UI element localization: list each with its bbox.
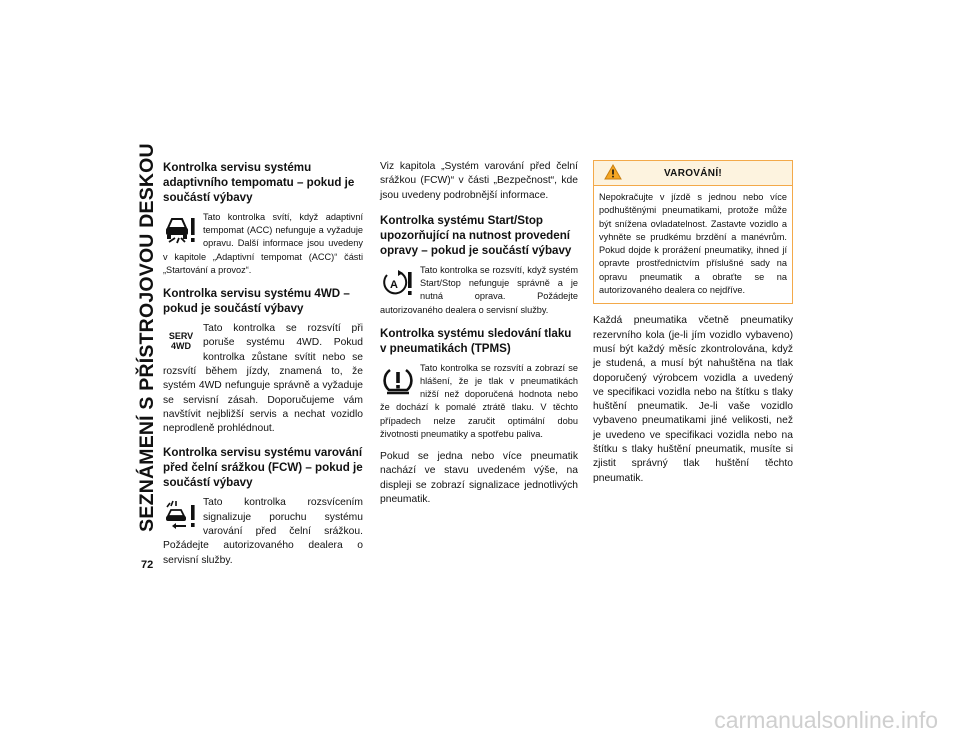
warning-text: Nepokračujte v jízdě s jednou nebo více podhuštěnými pneumatikami, protože může být snížena ovladatelnost. Zastavte vozidlo a vyhněte se prudkému brzdění a manévrům. Pokud dojde k prorážení pneumatiky, ihned jí opravte prostřednictvím příslušné sady na opravu pneumatik a obraťte se na autorizovaného dealera co nejdříve.: [599, 192, 787, 296]
start-stop-heading: Kontrolka systému Start/Stop upozorňující na nutnost provedení opravy – pokud je součástí výbavy: [380, 213, 572, 257]
start-stop-entry: [380, 264, 578, 317]
acc-service-icon: [163, 211, 199, 249]
tpms-followup-text: Pokud se jedna nebo více pneumatik nachází ve stavu uvedeném výše, na displeji se zobrazí signalizace jednotlivých pneumatik.: [380, 450, 578, 505]
acc-text: Tato kontrolka svítí, když adaptivní tempomat (ACC) nefunguje a vyžaduje opravu. Další informace jsou uvedeny v kapitole „Adaptivní tempomat (ACC)“ části „Startování a provoz“.: [163, 212, 363, 275]
column-2: [380, 160, 578, 507]
fcw-reference-text: Viz kapitola „Systém varování před čelní srážkou (FCW)“ v části „Bezpečnost“, kde jsou uvedeny podrobnější informace.: [380, 161, 578, 201]
tpms-text: Tato kontrolka se rozsvítí a zobrazí se hlášení, že je tlak v pneumatikách nižší než doporučená hodnota nebo že dochází k pomalé ztrátě tlaku. V těchto případech nelze zaručit optimální dobu životnosti pneumatiky a spotřebu paliva.: [380, 362, 578, 439]
column-3: [593, 160, 793, 486]
fcw-entry: [163, 496, 363, 567]
tpms-heading: Kontrolka systému sledování tlaku v pneumatikách (TPMS): [380, 326, 572, 355]
svg-text:A: A: [390, 278, 398, 291]
side-section-title: [134, 143, 160, 532]
acc-heading: Kontrolka servisu systému adaptivního tempomatu – pokud je součástí výbavy: [163, 161, 355, 204]
tpms-entry: [380, 362, 578, 441]
acc-entry: [163, 211, 363, 277]
warning-header: [594, 161, 792, 186]
tire-check-text: Každá pneumatika včetně pneumatiky rezervního kola (je-li jím vozidlo vybaveno) musí být každý měsíc zkontrolována, když je studená, a musí být nahuštěna na tlak doporučený výrobcem vozidla a uvedený ve specifikaci vozidla nebo na štítku s tlaky huštění pneumatik. Je-li vaše vozidlo vybaveno pneumatikami jiné velikosti, než je uvedeno ve specifikaci vozidla nebo na štítku s tlaky huštění pneumatik, musíte si zjistit správný tlak huštění těchto pneumatik.: [593, 315, 793, 484]
4wd-text: Tato kontrolka se rozsvítí při poruše systému 4WD. Pokud kontrolka zůstane svítit nebo se rozsvítí během jízdy, znamená to, že systém 4WD nefunguje správně a vyžaduje se servisní zásah. Doporučujeme vám navštívit nejbližší servis a nechat vozidlo neprodleně prohlédnout.: [163, 323, 363, 435]
serv-4wd-icon: SERV 4WD: [168, 331, 194, 352]
warning-box: [593, 160, 793, 304]
warning-title: VAROVÁNÍ!: [663, 167, 723, 179]
4wd-heading: Kontrolka servisu systému 4WD – pokud je součástí výbavy: [163, 287, 350, 316]
page-number: 72: [141, 559, 154, 571]
fcw-service-icon: [163, 496, 199, 534]
fcw-heading: Kontrolka servisu systému varování před čelní srážkou (FCW) – pokud je součástí výbavy: [163, 446, 363, 490]
tpms-icon: [380, 362, 416, 400]
watermark: carmanualsonline.info: [714, 707, 938, 733]
start-stop-fault-icon: [380, 264, 416, 302]
column-1: [163, 160, 363, 577]
side-title-text: SEZNÁMENÍ S PŘÍSTROJOVOU DESKOU: [135, 143, 158, 532]
start-stop-text: Tato kontrolka se rozsvítí, když systém Start/Stop nefunguje správně a je nutná oprava. Požádejte autorizovaného dealera o servisní služby.: [380, 264, 578, 315]
fcw-text: Tato kontrolka rozsvícením signalizuje poruchu systému varování před čelní srážkou. Požádejte autorizovaného dealera o servisní služby.: [163, 497, 363, 566]
4wd-entry: [163, 322, 363, 436]
warning-triangle-icon: [604, 164, 622, 185]
